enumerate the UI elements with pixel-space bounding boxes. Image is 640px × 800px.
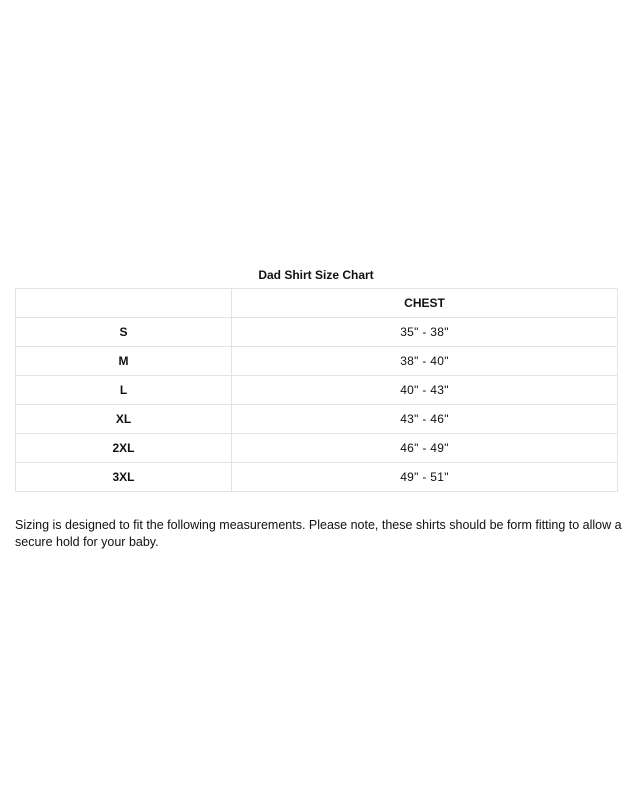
size-cell: 3XL: [16, 463, 232, 492]
table-row: [16, 347, 618, 376]
column-header-size: [16, 289, 232, 318]
table-header-row: [16, 289, 618, 318]
table-row: [16, 405, 618, 434]
sizing-note: Sizing is designed to fit the following measurements. Please note, these shirts should be form fitting to allow a secure hold for your baby.: [15, 517, 622, 549]
chest-cell: 35" - 38": [232, 318, 618, 347]
size-cell: S: [16, 318, 232, 347]
table-row: [16, 376, 618, 405]
size-cell: M: [16, 347, 232, 376]
table-row: [16, 318, 618, 347]
chest-cell: 38" - 40": [232, 347, 618, 376]
chest-cell: 43" - 46": [232, 405, 618, 434]
size-chart-table: [15, 288, 618, 492]
chest-cell: 40" - 43": [232, 376, 618, 405]
column-header-chest: CHEST: [232, 289, 618, 318]
size-cell: L: [16, 376, 232, 405]
page-title: Dad Shirt Size Chart: [258, 268, 374, 282]
table-row: [16, 463, 618, 492]
table-row: [16, 434, 618, 463]
size-cell: 2XL: [16, 434, 232, 463]
chest-cell: 49" - 51": [232, 463, 618, 492]
size-cell: XL: [16, 405, 232, 434]
chest-cell: 46" - 49": [232, 434, 618, 463]
